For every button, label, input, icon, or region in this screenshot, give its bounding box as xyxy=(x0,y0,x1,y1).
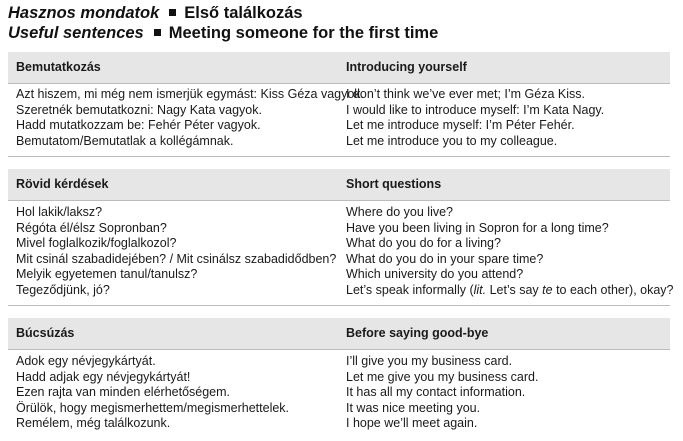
section-header-hu: Bemutatkozás xyxy=(16,60,101,74)
title-en-topic: Meeting someone for the first time xyxy=(168,24,439,42)
square-bullet-icon xyxy=(154,29,161,36)
title-hungarian xyxy=(8,3,303,23)
phrase-en: Which university do you attend? xyxy=(346,267,524,282)
section-header-short-questions xyxy=(8,169,670,201)
phrase-hu: Adok egy névjegykártyát. xyxy=(16,354,156,368)
phrase-hu: Hadd mutatkozzam be: Fehér Péter vagyok. xyxy=(16,118,261,133)
phrase-en: I’ll give you my business card. xyxy=(346,354,513,368)
section-header-hu: Rövid kérdések xyxy=(16,177,109,191)
phrase-en: What do you do for a living? xyxy=(346,236,501,251)
section-phrases-hu xyxy=(16,354,289,432)
phrase-hu: Azt hiszem, mi még nem ismerjük egymást: Kiss Géza vagyok. xyxy=(16,87,365,101)
phrase-hu: Hadd adjak egy névjegykártyát! xyxy=(16,369,191,384)
title-hu-italic: Hasznos mondatok xyxy=(8,4,160,22)
section-phrases-en xyxy=(346,205,674,299)
phrase-en: Let me give you my business card. xyxy=(346,369,539,384)
square-bullet-icon xyxy=(169,9,176,16)
section-header-hu: Búcsúzás xyxy=(16,326,75,340)
phrase-en: I would like to introduce myself: I’m Kata Nagy. xyxy=(346,102,605,117)
phrase-hu: Mit csinál szabadidejében? / Mit csinálsz szabadidődben? xyxy=(16,251,337,266)
phrase-en: Let me introduce myself: I’m Péter Fehér. xyxy=(346,118,575,133)
phrase-en: Let’s speak informally (lit. Let’s say te to each other), okay? xyxy=(346,282,674,297)
phrase-en: Have you been living in Sopron for a long time? xyxy=(346,220,609,235)
section-phrases-en xyxy=(346,354,538,432)
title-hu-topic: Első találkozás xyxy=(184,4,303,22)
phrase-hu: Régóta él/élsz Sopronban? xyxy=(16,220,167,235)
phrase-hu: Szeretnék bemutatkozni: Nagy Kata vagyok. xyxy=(16,102,262,117)
phrase-en: Where do you live? xyxy=(346,205,454,219)
section-phrases-en xyxy=(346,87,604,149)
phrase-hu: Bemutatom/Bemutatlak a kollégámnak. xyxy=(16,133,234,148)
section-header-introducing xyxy=(8,52,670,84)
title-en-italic: Useful sentences xyxy=(8,24,144,42)
section-header-en: Before saying good-bye xyxy=(346,326,489,340)
phrase-en: It has all my contact information. xyxy=(346,385,526,400)
phrase-en: Let me introduce you to my colleague. xyxy=(346,133,558,148)
phrase-hu: Tegeződjünk, jó? xyxy=(16,282,110,297)
phrase-hu: Örülök, hogy megismerhettem/megismerhettelek. xyxy=(16,400,290,415)
title-english xyxy=(8,23,438,43)
section-header-good-bye xyxy=(8,318,670,350)
phrase-en: What do you do in your spare time? xyxy=(346,251,544,266)
phrase-hu: Remélem, még találkozunk. xyxy=(16,416,171,431)
section-header-en: Short questions xyxy=(346,177,442,191)
phrase-hu: Hol lakik/laksz? xyxy=(16,205,103,219)
phrase-en: It was nice meeting you. xyxy=(346,400,481,415)
section-header-en: Introducing yourself xyxy=(346,60,467,74)
section-divider xyxy=(8,156,670,157)
phrase-hu: Mivel foglalkozik/foglalkozol? xyxy=(16,236,177,251)
phrase-hu: Ezen rajta van minden elérhetőségem. xyxy=(16,385,231,400)
phrase-hu: Melyik egyetemen tanul/tanulsz? xyxy=(16,267,198,282)
section-phrases-hu xyxy=(16,205,336,299)
section-divider xyxy=(8,305,670,306)
section-phrases-hu xyxy=(16,87,364,149)
phrase-en: I don’t think we’ve ever met; I’m Géza Kiss. xyxy=(346,87,585,101)
phrase-en: I hope we’ll meet again. xyxy=(346,416,478,431)
